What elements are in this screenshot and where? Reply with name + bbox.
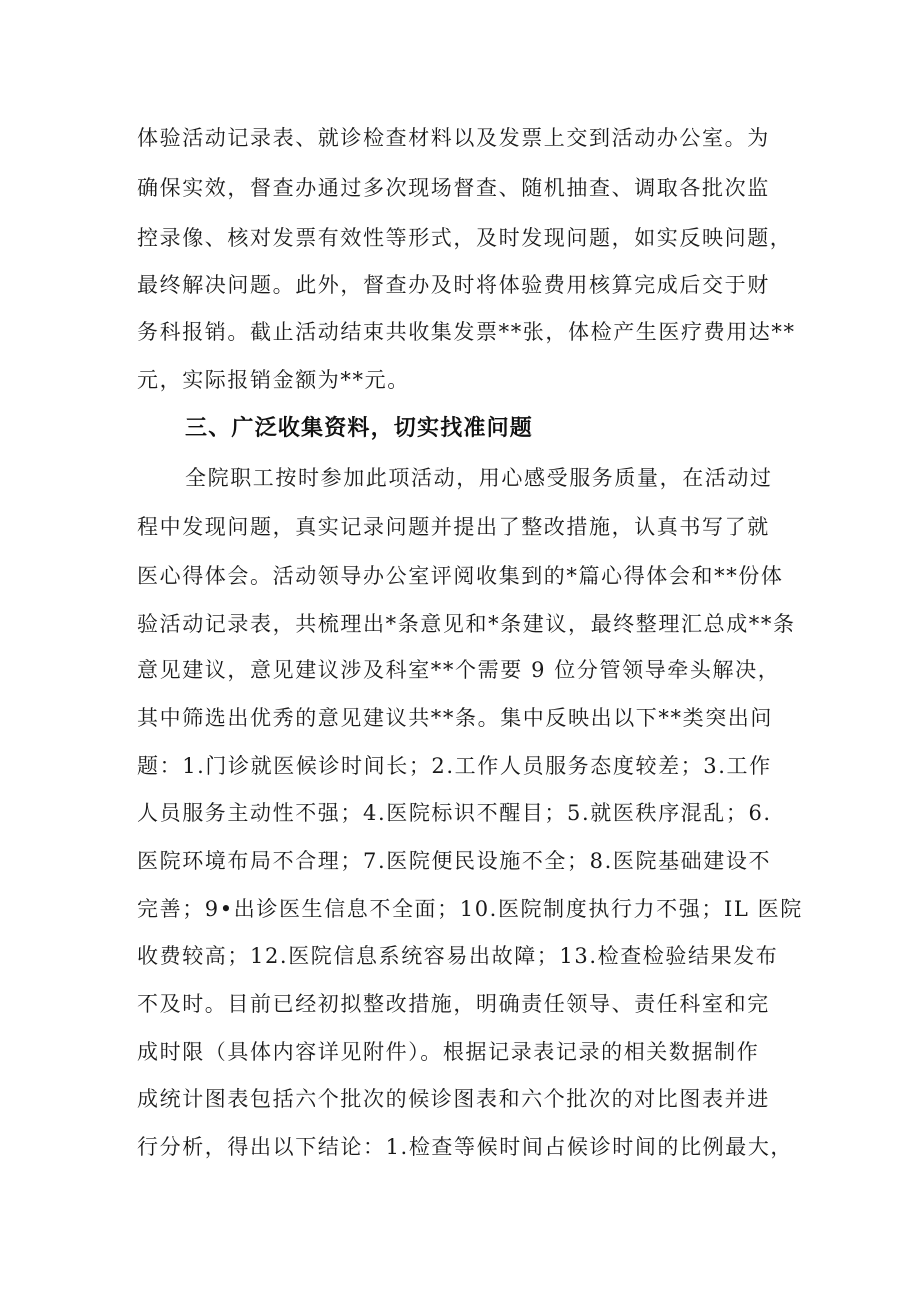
paragraph-line: 体验活动记录表、就诊检查材料以及发票上交到活动办公室。为: [137, 126, 770, 150]
paragraph-line: 成统计图表包括六个批次的候诊图表和六个批次的对比图表并进: [137, 1087, 770, 1111]
paragraph-line: 成时限（具体内容详见附件）。根据记录表记录的相关数据制作: [137, 1040, 760, 1064]
paragraph-line: 务科报销。截止活动结束共收集发票**张，体检产生医疗费用达**: [137, 320, 796, 344]
paragraph-line: 最终解决问题。此外，督查办及时将体验费用核算完成后交于财: [137, 273, 770, 297]
section-heading: 三、广泛收集资料，切实找准问题: [185, 416, 534, 441]
paragraph-line: 不及时。目前已经初拟整改措施，明确责任领导、责任科室和完: [137, 992, 770, 1016]
paragraph-line: 人员服务主动性不强；4.医院标识不醒目；5.就医秩序混乱；6.: [137, 801, 772, 825]
paragraph-line: 验活动记录表，共梳理出*条意见和*条建议，最终整理汇总成**条: [137, 612, 796, 636]
paragraph-line: 行分析，得出以下结论：1.检查等候时间占候诊时间的比例最大，: [137, 1135, 794, 1159]
paragraph-line: 其中筛选出优秀的意见建议共**条。集中反映出以下**类突出问: [137, 706, 773, 730]
paragraph-line: 元，实际报销金额为**元。: [137, 368, 410, 392]
paragraph-line: 完善；9•出诊医生信息不全面；10.医院制度执行力不强；IL 医院: [137, 897, 803, 921]
paragraph-line: 医心得体会。活动领导办公室评阅收集到的*篇心得体会和**份体: [137, 564, 784, 588]
paragraph-line: 收费较高；12.医院信息系统容易出故障；13.检查检验结果发布: [137, 944, 779, 968]
paragraph-line: 全院职工按时参加此项活动，用心感受服务质量，在活动过: [185, 466, 773, 490]
paragraph-line: 程中发现问题，真实记录问题并提出了整改措施，认真书写了就: [137, 515, 770, 539]
paragraph-line: 意见建议，意见建议涉及科室**个需要 9 位分管领导牵头解决，: [137, 658, 781, 682]
paragraph-line: 题：1.门诊就医候诊时间长；2.工作人员服务态度较差；3.工作: [137, 754, 772, 778]
paragraph-line: 医院环境布局不合理；7.医院便民设施不全；8.医院基础建设不: [137, 849, 772, 873]
paragraph-line: 确保实效，督查办通过多次现场督查、随机抽查、调取各批次监: [137, 176, 770, 200]
paragraph-line: 控录像、核对发票有效性等形式，及时发现问题，如实反映问题，: [137, 226, 793, 250]
